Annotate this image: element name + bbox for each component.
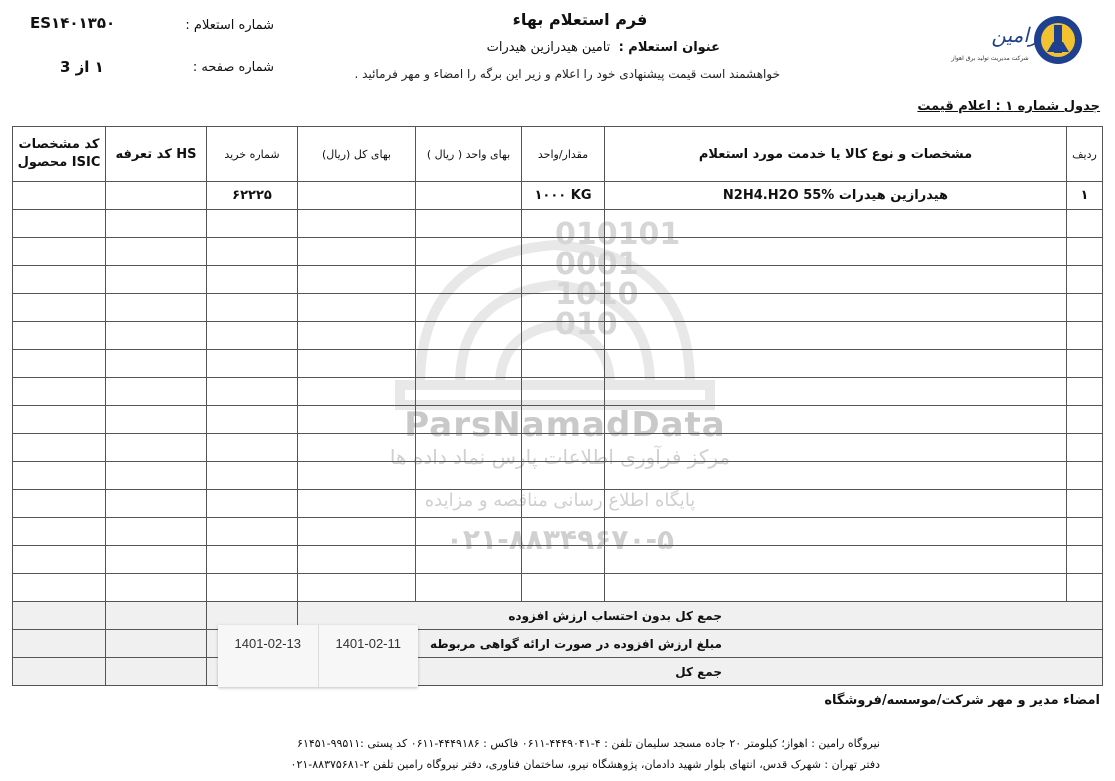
cell-unit-price[interactable] <box>416 434 522 462</box>
cell-purchase-no[interactable] <box>207 434 298 462</box>
grand-total-row <box>13 658 1103 686</box>
cell-purchase-no[interactable] <box>207 406 298 434</box>
cell-qty[interactable] <box>522 210 605 238</box>
cell-description[interactable] <box>605 350 1067 378</box>
cell-isic[interactable] <box>13 294 106 322</box>
cell-total-price[interactable] <box>298 546 416 574</box>
cell-hs-code[interactable] <box>106 518 207 546</box>
header-total-price: بهای کل (ریال) <box>298 127 416 182</box>
cell-row[interactable] <box>1067 322 1103 350</box>
cell-isic[interactable] <box>13 266 106 294</box>
cell-unit-price[interactable] <box>416 238 522 266</box>
cell-total-price[interactable] <box>298 238 416 266</box>
cell-qty[interactable] <box>522 322 605 350</box>
cell-description[interactable] <box>605 574 1067 602</box>
cell-row[interactable] <box>1067 434 1103 462</box>
watermark-line2: پایگاه اطلاع رسانی مناقصه و مزایده <box>424 490 696 511</box>
vat-cell[interactable] <box>106 630 207 658</box>
cell-total-price[interactable] <box>298 434 416 462</box>
table-header <box>13 127 1103 182</box>
table-row <box>13 378 1103 406</box>
cell-hs-code[interactable] <box>106 266 207 294</box>
signature-label: امضاء مدیر و مهر شرکت/موسسه/فروشگاه <box>824 693 1100 708</box>
cell-purchase-no[interactable] <box>207 518 298 546</box>
cell-description[interactable] <box>605 266 1067 294</box>
cell-unit-price[interactable] <box>416 378 522 406</box>
address-plant: نیروگاه رامین : اهواز؛ کیلومتر ۲۰ جاده مسجد سلیمان تلفن : ۴-۴۴۴۹۰۴۱-۰۶۱۱ فاکس : ۴۴۴۹۱۸۶-۰۶۱۱ کد پستی :۹۹۵۱۱-۶۱۴۵۱ <box>297 737 880 750</box>
table-row <box>13 546 1103 574</box>
cell-description[interactable] <box>605 406 1067 434</box>
cell-purchase-no[interactable] <box>207 266 298 294</box>
svg-text:شرکت مدیریت تولید برق اهواز: شرکت مدیریت تولید برق اهواز <box>951 55 1029 62</box>
header-isic: کد مشخصات محصول ISIC <box>13 127 106 182</box>
cell-isic[interactable] <box>13 378 106 406</box>
cell-qty[interactable] <box>522 406 605 434</box>
table-row <box>13 210 1103 238</box>
cell-isic[interactable] <box>13 518 106 546</box>
cell-qty[interactable] <box>522 238 605 266</box>
watermark-digit-line: 0001 <box>555 247 639 282</box>
cell-total-price[interactable] <box>298 350 416 378</box>
cell-total-price[interactable] <box>298 378 416 406</box>
page-number-label: شماره صفحه : <box>192 60 274 75</box>
cell-description[interactable] <box>605 294 1067 322</box>
cell-unit-price[interactable] <box>416 406 522 434</box>
cell-description[interactable] <box>605 490 1067 518</box>
cell-total-price[interactable] <box>298 574 416 602</box>
cell-unit-price[interactable] <box>416 294 522 322</box>
vat-cell[interactable] <box>13 630 106 658</box>
inquiry-number-label: شماره استعلام : <box>185 18 274 33</box>
date-right: 1401-02-11 <box>318 625 419 687</box>
cell-isic[interactable] <box>13 490 106 518</box>
cell-description[interactable] <box>605 322 1067 350</box>
cell-isic[interactable] <box>13 210 106 238</box>
cell-purchase-no[interactable] <box>207 462 298 490</box>
cell-unit-price[interactable] <box>416 462 522 490</box>
cell-isic[interactable] <box>13 574 106 602</box>
cell-hs-code[interactable] <box>106 546 207 574</box>
table-row <box>13 266 1103 294</box>
cell-unit-price[interactable] <box>416 182 522 210</box>
cell-total-price[interactable] <box>298 294 416 322</box>
table-row <box>13 350 1103 378</box>
cell-qty[interactable] <box>522 434 605 462</box>
cell-description[interactable] <box>605 238 1067 266</box>
cell-purchase-no[interactable] <box>207 574 298 602</box>
cell-hs-code[interactable] <box>106 574 207 602</box>
cell-row[interactable] <box>1067 406 1103 434</box>
cell-row[interactable] <box>1067 546 1103 574</box>
cell-total-price[interactable] <box>298 406 416 434</box>
cell-unit-price[interactable] <box>416 266 522 294</box>
table-row <box>13 490 1103 518</box>
cell-total-price[interactable] <box>298 490 416 518</box>
cell-hs-code[interactable] <box>106 462 207 490</box>
grand-total-label: جمع کل <box>298 658 1103 686</box>
cell-unit-price[interactable] <box>416 546 522 574</box>
cell-description[interactable] <box>605 546 1067 574</box>
cell-unit-price[interactable] <box>416 350 522 378</box>
grand-total-cell[interactable] <box>13 658 106 686</box>
cell-hs-code[interactable] <box>106 182 207 210</box>
cell-row[interactable] <box>1067 266 1103 294</box>
cell-hs-code[interactable] <box>106 406 207 434</box>
cell-qty[interactable] <box>522 574 605 602</box>
total-without-vat-label: جمع کل بدون احتساب ارزش افزوده <box>298 602 1103 630</box>
cell-row[interactable] <box>1067 378 1103 406</box>
cell-hs-code[interactable] <box>106 434 207 462</box>
inquiry-number-value: ES۱۴۰۱۳۵۰ <box>30 14 116 32</box>
cell-unit-price[interactable] <box>416 574 522 602</box>
cell-hs-code[interactable] <box>106 378 207 406</box>
grand-total-cell[interactable] <box>106 658 207 686</box>
cell-total-price[interactable] <box>298 462 416 490</box>
cell-qty[interactable] <box>522 462 605 490</box>
cell-purchase-no[interactable] <box>207 378 298 406</box>
cell-isic[interactable] <box>13 238 106 266</box>
inquiry-subject-label: عنوان استعلام : <box>618 40 720 55</box>
table-row <box>13 518 1103 546</box>
cell-purchase-no[interactable] <box>207 210 298 238</box>
cell-unit-price[interactable] <box>416 518 522 546</box>
cell-row[interactable] <box>1067 574 1103 602</box>
cell-qty[interactable] <box>522 490 605 518</box>
cell-total-price[interactable] <box>298 322 416 350</box>
cell-total-price[interactable] <box>298 266 416 294</box>
cell-hs-code[interactable] <box>106 210 207 238</box>
cell-hs-code[interactable] <box>106 294 207 322</box>
cell-qty[interactable] <box>522 266 605 294</box>
cell-description[interactable] <box>605 210 1067 238</box>
cell-qty[interactable] <box>522 378 605 406</box>
cell-row[interactable] <box>1067 490 1103 518</box>
cell-purchase-no[interactable] <box>207 238 298 266</box>
table-title: جدول شماره ۱ : اعلام قیمت <box>917 99 1100 114</box>
cell-qty[interactable]: ۱۰۰۰ KG <box>522 182 605 210</box>
table-row <box>13 322 1103 350</box>
cell-hs-code[interactable] <box>106 238 207 266</box>
svg-text:رامین: رامین <box>991 23 1039 47</box>
table-row <box>13 434 1103 462</box>
total-without-vat-row <box>13 602 1103 630</box>
cell-purchase-no[interactable] <box>207 546 298 574</box>
vat-label: مبلغ ارزش افزوده در صورت ارائه گواهی مربوطه <box>298 630 1103 658</box>
cell-qty[interactable] <box>522 518 605 546</box>
vat-row <box>13 630 1103 658</box>
cell-hs-code[interactable] <box>106 350 207 378</box>
cell-row[interactable] <box>1067 518 1103 546</box>
date-stamps <box>218 625 418 687</box>
page-number-value: ۱ از 3 <box>60 58 104 76</box>
cell-row[interactable] <box>1067 462 1103 490</box>
header-unit-price: بهای واحد ( ریال ) <box>416 127 522 182</box>
cell-description[interactable] <box>605 518 1067 546</box>
cell-total-price[interactable] <box>298 518 416 546</box>
cell-qty[interactable] <box>522 546 605 574</box>
header-qty: مقدار/واحد <box>522 127 605 182</box>
table-row <box>13 462 1103 490</box>
inquiry-subject-value: تامین هیدرازین هیدرات <box>486 40 611 55</box>
cell-qty[interactable] <box>522 350 605 378</box>
table-row <box>13 406 1103 434</box>
header-row: ردیف <box>1067 127 1103 182</box>
watermark-digit-line: 010 <box>555 307 618 342</box>
table-row <box>13 574 1103 602</box>
request-text: خواهشمند است قیمت پیشنهادی خود را اعلام و زیر این برگه را امضاء و مهر فرمائید . <box>354 67 780 81</box>
cell-purchase-no[interactable] <box>207 490 298 518</box>
cell-row[interactable] <box>1067 294 1103 322</box>
watermark-digit-line: 1010 <box>555 277 639 312</box>
price-table <box>12 126 1103 686</box>
cell-row[interactable] <box>1067 210 1103 238</box>
cell-unit-price[interactable] <box>416 490 522 518</box>
cell-total-price[interactable] <box>298 210 416 238</box>
cell-purchase-no[interactable]: ۶۲۲۲۵ <box>207 182 298 210</box>
cell-hs-code[interactable] <box>106 322 207 350</box>
cell-purchase-no[interactable] <box>207 350 298 378</box>
cell-row[interactable] <box>1067 350 1103 378</box>
cell-isic[interactable] <box>13 322 106 350</box>
inquiry-subject <box>400 40 720 55</box>
header-description: مشخصات و نوع کالا یا خدمت مورد استعلام <box>605 127 1067 182</box>
form-title: فرم استعلام بهاء <box>512 10 648 29</box>
header-purchase-no: شماره خرید <box>207 127 298 182</box>
header-hs-code: کد تعرفه HS <box>106 127 207 182</box>
cell-isic[interactable] <box>13 182 106 210</box>
watermark-phone: ۰۲۱-۸۸۳۴۹۶۷۰-۵ <box>445 523 675 556</box>
cell-isic[interactable] <box>13 462 106 490</box>
cell-description[interactable] <box>605 462 1067 490</box>
cell-description[interactable]: هیدرازین هیدرات N2H4.H2O 55% <box>605 182 1067 210</box>
cell-hs-code[interactable] <box>106 490 207 518</box>
watermark-brand: ParsNamadData <box>404 405 726 445</box>
watermark-line1: مرکز فرآوری اطلاعات پارس نماد داده ها <box>389 445 731 469</box>
table-row <box>13 182 1103 210</box>
table-row <box>13 238 1103 266</box>
cell-qty[interactable] <box>522 294 605 322</box>
cell-total-price[interactable] <box>298 182 416 210</box>
cell-description[interactable] <box>605 378 1067 406</box>
watermark-digit-line: 010101 <box>555 217 681 252</box>
cell-row[interactable]: ۱ <box>1067 182 1103 210</box>
cell-purchase-no[interactable] <box>207 294 298 322</box>
date-left: 1401-02-13 <box>234 636 301 651</box>
company-logo <box>935 12 1085 72</box>
address-tehran: دفتر تهران : شهرک قدس، انتهای بلوار شهید دادمان، پژوهشگاه نیرو، ساختمان فناوری، دفتر نیروگاه رامین تلفن ۲-۸۸۳۷۵۶۸۱-۰۲۱ <box>290 758 880 771</box>
cell-unit-price[interactable] <box>416 322 522 350</box>
total-cell[interactable] <box>13 602 106 630</box>
total-cell[interactable] <box>106 602 207 630</box>
cell-isic[interactable] <box>13 406 106 434</box>
cell-description[interactable] <box>605 434 1067 462</box>
cell-isic[interactable] <box>13 546 106 574</box>
cell-row[interactable] <box>1067 238 1103 266</box>
cell-isic[interactable] <box>13 434 106 462</box>
table-row <box>13 294 1103 322</box>
cell-isic[interactable] <box>13 350 106 378</box>
cell-unit-price[interactable] <box>416 210 522 238</box>
cell-purchase-no[interactable] <box>207 322 298 350</box>
